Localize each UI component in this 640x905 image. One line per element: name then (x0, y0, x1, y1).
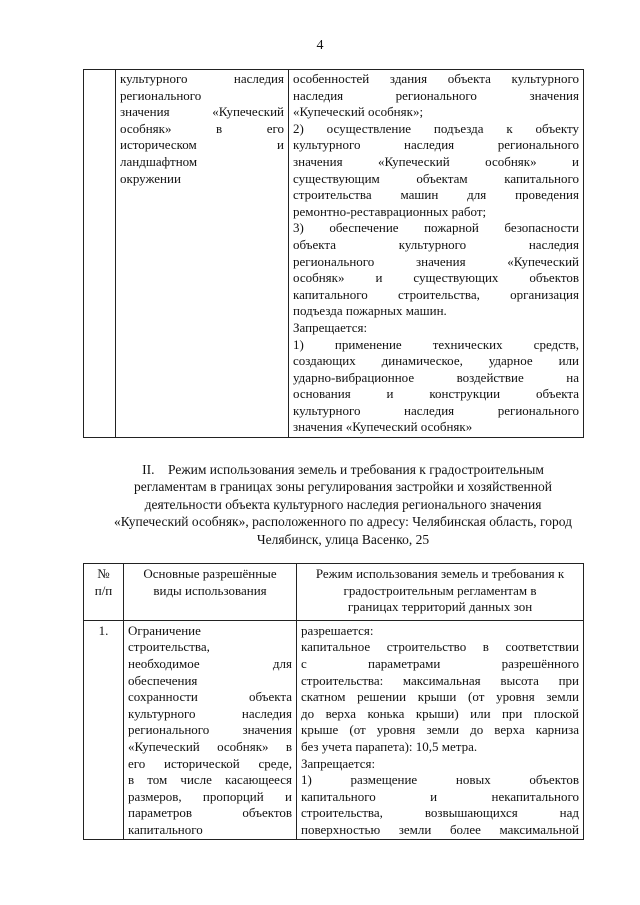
text-line: значения «Купеческий особняк» (293, 419, 473, 435)
text-line: особенностей здания объекта культурного (293, 71, 579, 86)
text-line: создающих динамическое, ударное или (293, 353, 579, 369)
text-line: основания и конструкции объекта (293, 386, 579, 402)
header-line: № (97, 566, 110, 581)
text-line: 2) осуществление подъезда к объекту (293, 120, 579, 136)
text-line: его исторической среде, (128, 755, 292, 771)
text-line: 1) размещение новых объектов (301, 772, 579, 788)
header-line: градостроительным регламентам в (343, 582, 537, 598)
text-line: регионального значения «Купеческий (293, 253, 579, 269)
row-number-cell (84, 70, 116, 438)
section-heading (83, 461, 603, 548)
text-line: параметров объектов (128, 805, 292, 821)
text-line: объекта культурного наследия (293, 236, 579, 252)
text-line: капитального и некапитального (301, 788, 579, 804)
text-line: существующим объектам капитального (293, 170, 579, 186)
text-line: окружении (120, 170, 181, 186)
table-row (84, 620, 584, 839)
regulations-table (83, 563, 584, 840)
text-line: «Купеческий особняк» в (128, 738, 292, 754)
text-line: значения «Купеческий (120, 104, 284, 120)
text-line: капитального (128, 821, 203, 837)
text-line: 1) применение технических средств, (293, 336, 579, 352)
header-line: п/п (94, 582, 113, 598)
header-line: границах территорий данных зон (347, 599, 533, 615)
header-line: Режим использования земель и требования к (315, 566, 565, 581)
text-line: Запрещается: (293, 319, 368, 335)
text-line: с параметрами разрешённого (301, 655, 579, 671)
text-line: 3) обеспечение пожарной безопасности (293, 220, 579, 236)
table-row (84, 70, 584, 438)
permitted-use-cell (116, 70, 289, 438)
text-line: строительства, (128, 639, 210, 655)
regulations-table-continued (83, 69, 584, 438)
table-header-row (84, 564, 584, 621)
text-line: необходимое для (128, 655, 292, 671)
text-line: особняк» в его (120, 120, 284, 136)
heading-line: II. Режим использования земель и требования к градостроительным (142, 462, 544, 477)
text-line: скатном решении крыши (от уровня земли (301, 689, 579, 705)
text-line: строительства, возвышающихся над (301, 805, 579, 821)
text-line: поверхностью земли более максимальной (301, 821, 579, 837)
regime-text (301, 623, 579, 839)
permitted-use-text (120, 71, 284, 187)
text-line: ландшафтном (120, 153, 198, 169)
text-line: культурного наследия регионального (293, 402, 579, 418)
text-line: «Купеческий особняк»; (293, 104, 424, 120)
page-number: 4 (316, 38, 324, 53)
header-permitted-uses (124, 564, 297, 621)
text-line: крыше (от уровня земли до верха карниза (301, 722, 579, 738)
text-line: наследия регионального значения (293, 87, 579, 103)
text-line: историческом и (120, 137, 284, 153)
text-line: обеспечения (128, 672, 198, 688)
heading-line: деятельности объекта культурного наследия регионального значения (144, 496, 542, 512)
text-line: особняк» и существующих объектов (293, 270, 579, 286)
text-line: строительства машин для проведения (293, 187, 579, 203)
heading-line: Челябинск, улица Васенко, 25 (256, 531, 430, 547)
regime-cell (289, 70, 584, 438)
header-number (84, 564, 124, 621)
row-number-cell: 1. (84, 620, 124, 839)
text-line: культурного наследия регионального (293, 137, 579, 153)
text-line: до верха конька крыши) или при плоской (301, 705, 579, 721)
text-line: культурного наследия (128, 705, 292, 721)
text-line: в том числе касающееся (128, 772, 292, 788)
text-line: регионального (120, 87, 202, 103)
text-line: разрешается: (301, 622, 374, 638)
text-line: строительства: максимальная высота при (301, 672, 579, 688)
header-line: виды использования (153, 582, 267, 598)
text-line: капитальное строительство в соответствии (301, 639, 579, 655)
text-line: ударно-вибрационное воздействие на (293, 369, 579, 385)
text-line: сохранности объекта (128, 689, 292, 705)
text-line: Запрещается: (301, 755, 376, 771)
permitted-use-text (128, 623, 292, 839)
text-line: размеров, пропорций и (128, 788, 292, 804)
header-line: Основные разрешённые (143, 566, 277, 581)
text-line: Ограничение (128, 622, 201, 638)
text-line: значения «Купеческий особняк» и (293, 153, 579, 169)
heading-line: «Купеческий особняк», расположенного по адресу: Челябинская область, город (114, 514, 572, 530)
text-line: без учета парапета): 10,5 метра. (301, 738, 478, 754)
header-regime (297, 564, 584, 621)
heading-line: регламентам в границах зоны регулирования застройки и хозяйственной (134, 479, 552, 495)
text-line: культурного наследия (120, 71, 284, 86)
text-line: капитального строительства, организация (293, 286, 579, 302)
regime-cell (297, 620, 584, 839)
regime-text (293, 71, 579, 436)
permitted-use-cell (124, 620, 297, 839)
text-line: ремонтно-реставрационных работ; (293, 203, 487, 219)
text-line: подъезда пожарных машин. (293, 303, 447, 319)
text-line: регионального значения (128, 722, 292, 738)
